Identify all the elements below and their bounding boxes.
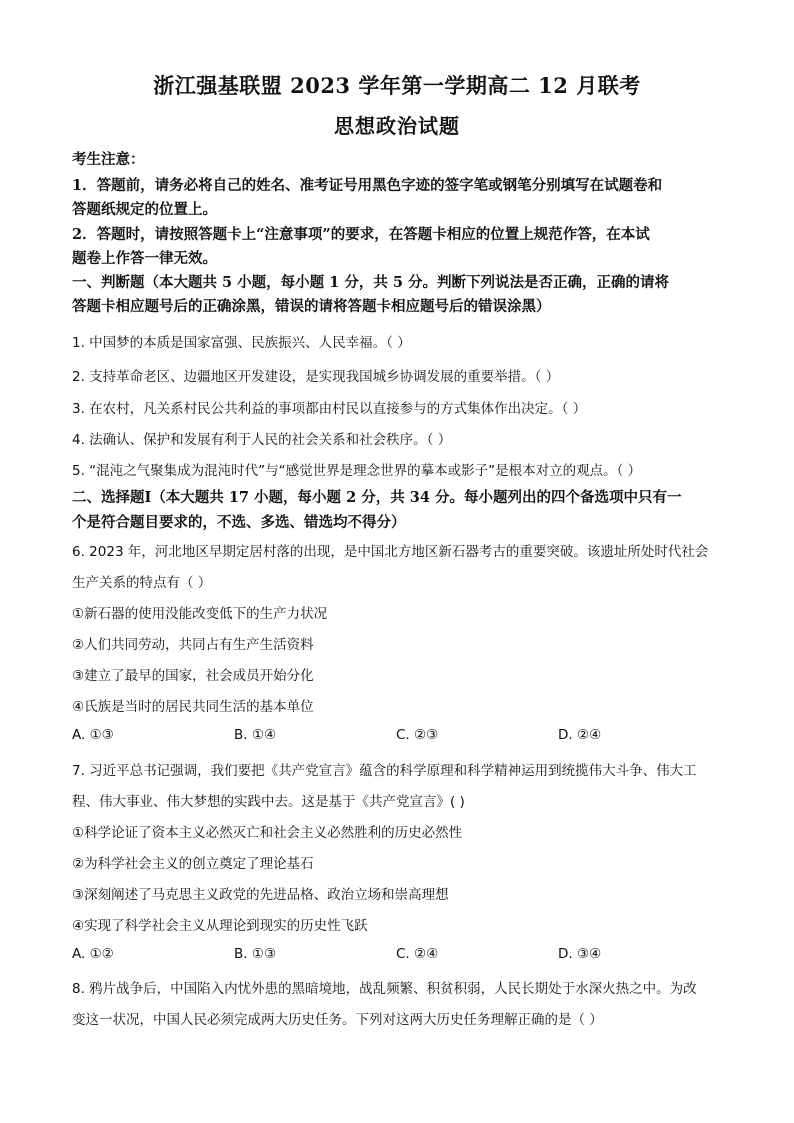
notice-item-2-line-1: 2．答题时，请按照答题卡上“注意事项”的要求，在答题卡相应的位置上规范作答，在本试 [72, 226, 650, 243]
question-7-statement-4: ④实现了科学社会主义从理论到现实的历史性飞跃 [72, 918, 368, 934]
question-6-statement-2: ②人们共同劳动，共同占有生产生活资料 [72, 637, 314, 653]
question-6-option-d: D. ②④ [558, 727, 602, 743]
question-4: 4. 法确认、保护和发展有利于人民的社会关系和社会秩序。（ ） [72, 432, 452, 448]
question-6-option-a: A. ①③ [72, 727, 114, 743]
section-2-heading-line-1: 二、选择题Ⅰ（本大题共 17 小题，每小题 2 分，共 34 分。每小题列出的四个备选项中只有一 [72, 489, 682, 506]
question-6-statement-4: ④氏族是当时的居民共同生活的基本单位 [72, 699, 314, 715]
notice-item-1-line-2: 答题纸规定的位置上。 [72, 201, 217, 218]
question-6-statement-3: ③建立了最早的国家，社会成员开始分化 [72, 668, 314, 684]
question-7-option-b: B. ①③ [234, 946, 277, 962]
question-7-option-a: A. ①② [72, 946, 114, 962]
question-7-option-d: D. ③④ [558, 946, 602, 962]
question-2: 2. 支持革命老区、边疆地区开发建设，是实现我国城乡协调发展的重要举措。（ ） [72, 369, 560, 385]
notice-heading: 考生注意： [72, 151, 145, 168]
question-7-statement-2: ②为科学社会主义的创立奠定了理论基石 [72, 856, 314, 872]
question-7-stem-line-1: 7. 习近平总书记强调，我们要把《共产党宣言》蕴含的科学原理和科学精神运用到统揽伟大斗争、伟大工 [72, 763, 697, 779]
notice-item-2-line-2: 题卷上作答一律无效。 [72, 250, 217, 267]
exam-title: 浙江强基联盟 2023 学年第一学期高二 12 月联考 [153, 73, 641, 98]
question-1: 1. 中国梦的本质是国家富强、民族振兴、人民幸福。（ ） [72, 335, 411, 351]
section-2-heading-line-2: 个是符合题目要求的，不选、多选、错选均不得分） [72, 514, 406, 531]
section-1-heading-line-2: 答题卡相应题号后的正确涂黑，错误的请将答题卡相应题号后的错误涂黑） [72, 298, 551, 315]
question-5: 5. “混沌之气聚集成为混沌时代”与“感觉世界是理念世界的摹本或影子”是根本对立的观点。（ ） [72, 463, 642, 479]
question-7-statement-3: ③深刻阐述了马克思主义政党的先进品格、政治立场和崇高理想 [72, 887, 449, 903]
question-7-statement-1: ①科学论证了资本主义必然灭亡和社会主义必然胜利的历史必然性 [72, 825, 463, 841]
section-1-heading-line-1: 一、判断题（本大题共 5 小题，每小题 1 分，共 5 分。判断下列说法是否正确，正确的请将 [72, 274, 670, 291]
question-7-option-c: C. ②④ [396, 946, 439, 962]
question-6-statement-1: ①新石器的使用没能改变低下的生产力状况 [72, 606, 328, 622]
question-8-stem-line-2: 变这一状况，中国人民必须完成两大历史任务。下列对这两大历史任务理解正确的是（ ） [72, 1012, 603, 1028]
question-3: 3. 在农村，凡关系村民公共利益的事项都由村民以直接参与的方式集体作出决定。（ ） [72, 401, 587, 417]
question-6-option-b: B. ①④ [234, 727, 277, 743]
question-8-stem-line-1: 8. 鸦片战争后，中国陷入内忧外患的黑暗境地，战乱频繁、积贫积弱，人民长期处于水深火热之中。为改 [72, 981, 697, 997]
question-6-option-c: C. ②③ [396, 727, 439, 743]
question-7-stem-line-2: 程、伟大事业、伟大梦想的实践中去。这是基于《共产党宣言》( ) [72, 794, 465, 810]
notice-item-1-line-1: 1．答题前，请务必将自己的姓名、准考证号用黑色字迹的签字笔或钢笔分别填写在试题卷和 [72, 177, 663, 194]
exam-subject-title: 思想政治试题 [334, 114, 460, 138]
question-6-stem-line-1: 6. 2023 年，河北地区早期定居村落的出现，是中国北方地区新石器考古的重要突破。该遗址所处时代社会 [72, 544, 709, 560]
question-6-stem-line-2: 生产关系的特点有（ ） [72, 575, 212, 591]
